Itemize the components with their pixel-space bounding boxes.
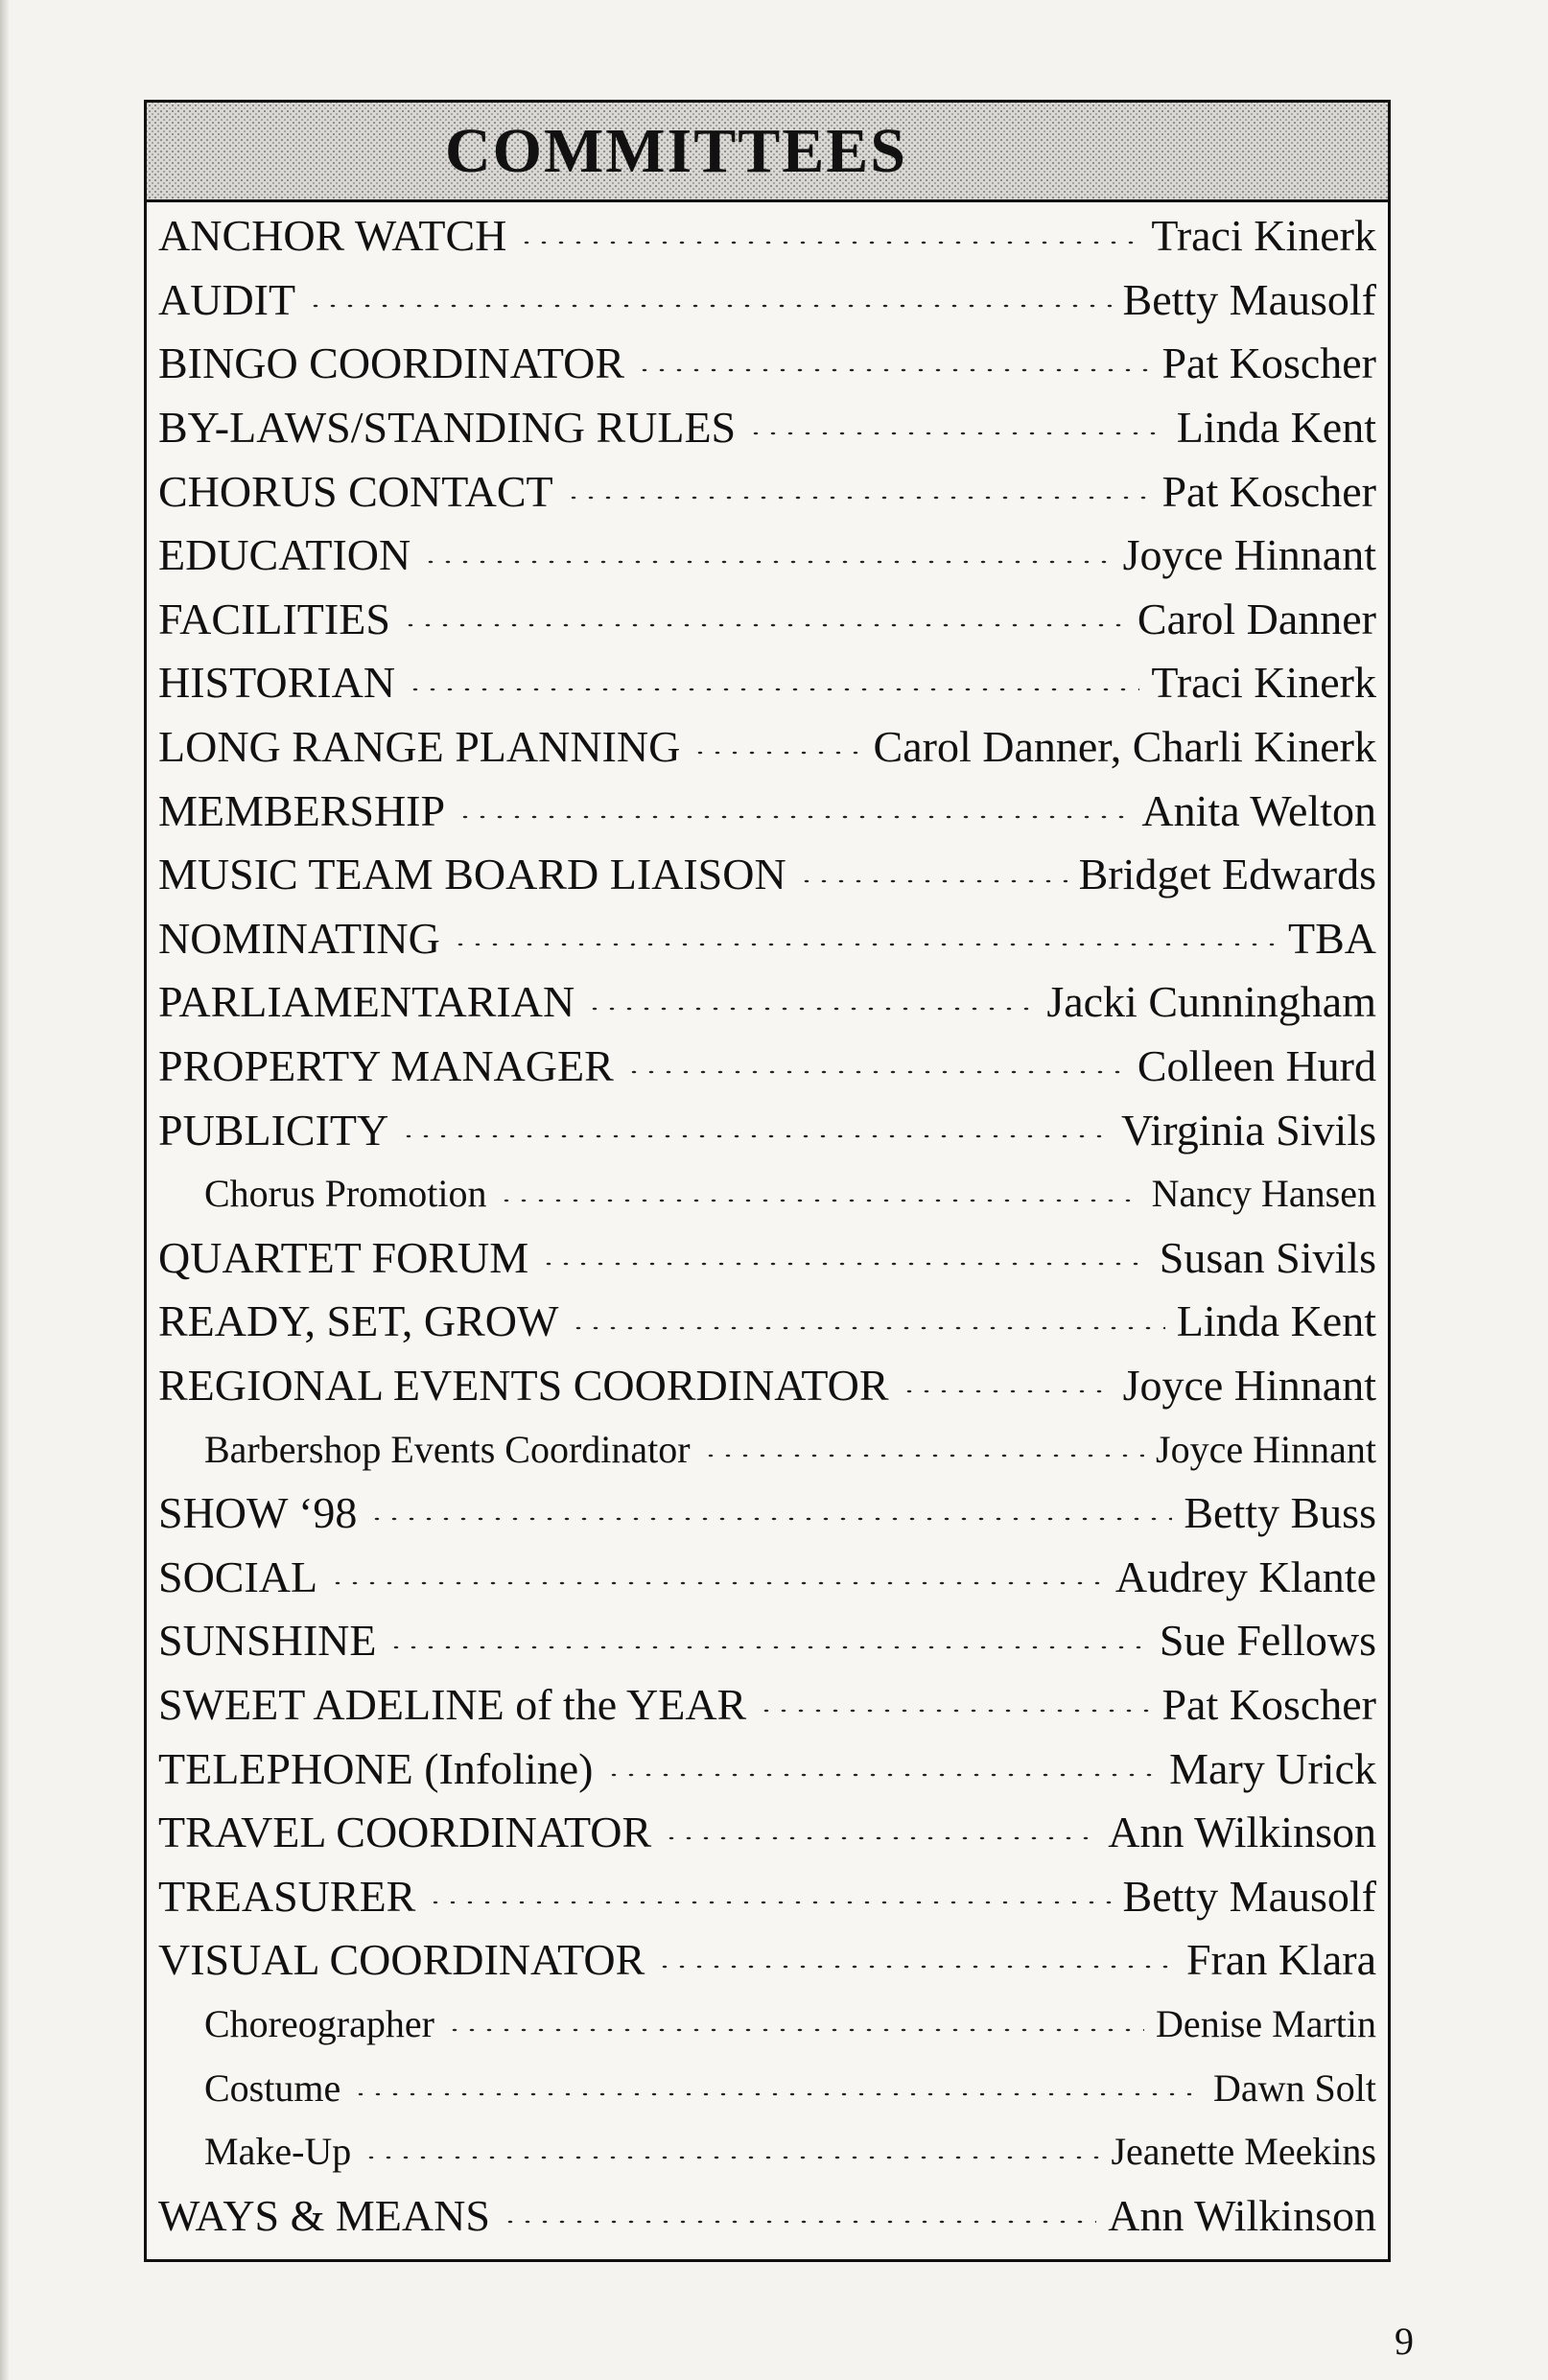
committee-row bbox=[158, 1609, 1376, 1673]
committee-member: Bridget Edwards bbox=[1078, 850, 1376, 899]
dot-leader bbox=[352, 2089, 1202, 2099]
committee-name: MUSIC TEAM BOARD LIAISON bbox=[158, 850, 786, 899]
committee-member: Colleen Hurd bbox=[1137, 1041, 1376, 1091]
committee-name: BY-LAWS/STANDING RULES bbox=[158, 403, 737, 453]
dot-leader bbox=[586, 1004, 1035, 1014]
committee-name: EDUCATION bbox=[158, 530, 411, 580]
committee-row bbox=[158, 779, 1376, 843]
committee-member: Pat Koscher bbox=[1161, 1679, 1376, 1729]
committee-member: Betty Mausolf bbox=[1122, 274, 1376, 324]
committee-member: Sue Fellows bbox=[1159, 1616, 1376, 1666]
committee-member: Mary Urick bbox=[1169, 1743, 1376, 1793]
committee-member: Joyce Hinnant bbox=[1122, 1360, 1376, 1410]
committee-name: PARLIAMENTARIAN bbox=[158, 977, 575, 1027]
committee-name: CHORUS CONTACT bbox=[158, 466, 553, 516]
committee-row bbox=[158, 396, 1376, 460]
committee-member: Betty Buss bbox=[1184, 1488, 1376, 1538]
dot-leader bbox=[663, 1833, 1096, 1843]
committee-member: Anita Welton bbox=[1141, 785, 1376, 835]
committee-row bbox=[158, 1864, 1376, 1928]
dot-leader bbox=[368, 1514, 1172, 1524]
committee-member: Linda Kent bbox=[1176, 1296, 1376, 1346]
dot-leader bbox=[422, 557, 1111, 567]
page-title: COMMITTEES bbox=[444, 115, 908, 186]
dot-leader bbox=[452, 940, 1277, 949]
dot-leader bbox=[747, 429, 1165, 438]
committee-row bbox=[158, 204, 1376, 268]
committee-name: SWEET ADELINE of the YEAR bbox=[158, 1679, 747, 1729]
committee-row bbox=[158, 1928, 1376, 1993]
subcommittee-name: Choreographer bbox=[204, 2001, 434, 2045]
dot-leader bbox=[692, 748, 861, 758]
committee-name: SHOW ‘98 bbox=[158, 1488, 358, 1538]
committee-name: REGIONAL EVENTS COORDINATOR bbox=[158, 1360, 889, 1410]
committee-row bbox=[158, 651, 1376, 715]
committee-member: Carol Danner, Charli Kinerk bbox=[873, 722, 1376, 772]
committee-member: Pat Koscher bbox=[1161, 466, 1376, 516]
committee-list bbox=[158, 204, 1376, 2248]
committee-member: Jacki Cunningham bbox=[1046, 977, 1376, 1027]
committee-row bbox=[158, 524, 1376, 588]
dot-leader bbox=[329, 1578, 1104, 1588]
dot-leader bbox=[798, 876, 1067, 886]
committee-member: Virginia Sivils bbox=[1120, 1105, 1376, 1155]
committee-name: BINGO COORDINATOR bbox=[158, 338, 625, 388]
committee-name: SUNSHINE bbox=[158, 1616, 377, 1666]
dot-leader bbox=[498, 1196, 1139, 1205]
committee-row bbox=[158, 1801, 1376, 1865]
committee-name: HISTORIAN bbox=[158, 658, 396, 708]
dot-leader bbox=[901, 1387, 1112, 1396]
subcommittee-row bbox=[158, 1417, 1376, 1482]
committee-member: Linda Kent bbox=[1176, 403, 1376, 453]
dot-leader bbox=[758, 1706, 1150, 1715]
dot-leader bbox=[502, 2217, 1096, 2227]
committee-member: Ann Wilkinson bbox=[1108, 2190, 1376, 2240]
dot-leader bbox=[702, 1451, 1144, 1460]
dot-leader bbox=[540, 1259, 1148, 1269]
committee-name: READY, SET, GROW bbox=[158, 1296, 559, 1346]
committee-member: Ann Wilkinson bbox=[1108, 1808, 1376, 1857]
subcommittee-name: Costume bbox=[204, 2065, 341, 2110]
dot-leader bbox=[625, 1067, 1126, 1077]
committee-member: Pat Koscher bbox=[1161, 338, 1376, 388]
committee-member: Jeanette Meekins bbox=[1111, 2130, 1376, 2174]
committee-member: Dawn Solt bbox=[1213, 2065, 1376, 2110]
dot-leader bbox=[446, 2025, 1144, 2035]
committee-name: ANCHOR WATCH bbox=[158, 211, 507, 261]
committee-member: Traci Kinerk bbox=[1151, 211, 1376, 261]
committee-row bbox=[158, 1035, 1376, 1099]
committee-name: SOCIAL bbox=[158, 1552, 318, 1601]
committee-row bbox=[158, 588, 1376, 652]
committees-table bbox=[144, 100, 1391, 2262]
committee-member: Joyce Hinnant bbox=[1122, 530, 1376, 580]
dot-leader bbox=[565, 493, 1151, 502]
committee-name: WAYS & MEANS bbox=[158, 2190, 490, 2240]
subcommittee-name: Chorus Promotion bbox=[204, 1172, 487, 1216]
committee-row bbox=[158, 1482, 1376, 1546]
committee-row bbox=[158, 1673, 1376, 1738]
committee-member: Joyce Hinnant bbox=[1156, 1427, 1376, 1471]
committee-member: Traci Kinerk bbox=[1151, 658, 1376, 708]
dot-leader bbox=[636, 365, 1150, 375]
dot-leader bbox=[400, 1132, 1110, 1141]
dot-leader bbox=[457, 812, 1130, 822]
committee-name: QUARTET FORUM bbox=[158, 1232, 529, 1282]
title-bar bbox=[147, 103, 1388, 202]
committee-name: TRAVEL COORDINATOR bbox=[158, 1808, 652, 1857]
dot-leader bbox=[363, 2153, 1099, 2162]
committee-row bbox=[158, 1354, 1376, 1418]
committee-member: Betty Mausolf bbox=[1122, 1871, 1376, 1921]
page-number: 9 bbox=[1395, 2320, 1414, 2363]
dot-leader bbox=[427, 1898, 1111, 1907]
dot-leader bbox=[402, 620, 1126, 630]
dot-leader bbox=[307, 301, 1111, 311]
committee-row bbox=[158, 1226, 1376, 1291]
committee-name: PROPERTY MANAGER bbox=[158, 1041, 614, 1091]
committee-row bbox=[158, 1545, 1376, 1609]
committee-name: MEMBERSHIP bbox=[158, 785, 446, 835]
committee-member: Carol Danner bbox=[1137, 594, 1376, 643]
committee-name: FACILITIES bbox=[158, 594, 390, 643]
committee-row bbox=[158, 1098, 1376, 1162]
committee-row bbox=[158, 715, 1376, 780]
committee-member: Nancy Hansen bbox=[1151, 1172, 1376, 1216]
committee-name: LONG RANGE PLANNING bbox=[158, 722, 681, 772]
dot-leader bbox=[518, 238, 1139, 247]
committee-row bbox=[158, 970, 1376, 1035]
committee-row bbox=[158, 459, 1376, 524]
subcommittee-row bbox=[158, 2056, 1376, 2120]
committee-row bbox=[158, 1290, 1376, 1354]
committee-row bbox=[158, 268, 1376, 333]
dot-leader bbox=[656, 1962, 1175, 1972]
dot-leader bbox=[387, 1643, 1147, 1652]
committee-name: TELEPHONE (Infoline) bbox=[158, 1743, 594, 1793]
subcommittee-row bbox=[158, 1162, 1376, 1226]
subcommittee-name: Make-Up bbox=[204, 2130, 352, 2174]
committee-name: VISUAL COORDINATOR bbox=[158, 1935, 645, 1985]
committee-name: AUDIT bbox=[158, 274, 296, 324]
committee-row bbox=[158, 1737, 1376, 1801]
committee-row bbox=[158, 332, 1376, 396]
committee-name: TREASURER bbox=[158, 1871, 416, 1921]
subcommittee-row bbox=[158, 1993, 1376, 2057]
committee-row bbox=[158, 843, 1376, 907]
committee-member: Fran Klara bbox=[1186, 1935, 1376, 1985]
subcommittee-row bbox=[158, 2120, 1376, 2184]
committee-member: Audrey Klante bbox=[1114, 1552, 1376, 1601]
committee-row bbox=[158, 2183, 1376, 2248]
committee-name: PUBLICITY bbox=[158, 1105, 389, 1155]
committee-row bbox=[158, 907, 1376, 971]
dot-leader bbox=[407, 685, 1139, 694]
committee-member: Denise Martin bbox=[1156, 2001, 1376, 2045]
page-binding-edge bbox=[0, 0, 10, 2380]
dot-leader bbox=[570, 1323, 1164, 1333]
committee-member: TBA bbox=[1288, 913, 1376, 963]
dot-leader bbox=[605, 1770, 1159, 1780]
subcommittee-name: Barbershop Events Coordinator bbox=[204, 1427, 691, 1471]
committee-name: NOMINATING bbox=[158, 913, 440, 963]
committee-member: Susan Sivils bbox=[1159, 1232, 1376, 1282]
